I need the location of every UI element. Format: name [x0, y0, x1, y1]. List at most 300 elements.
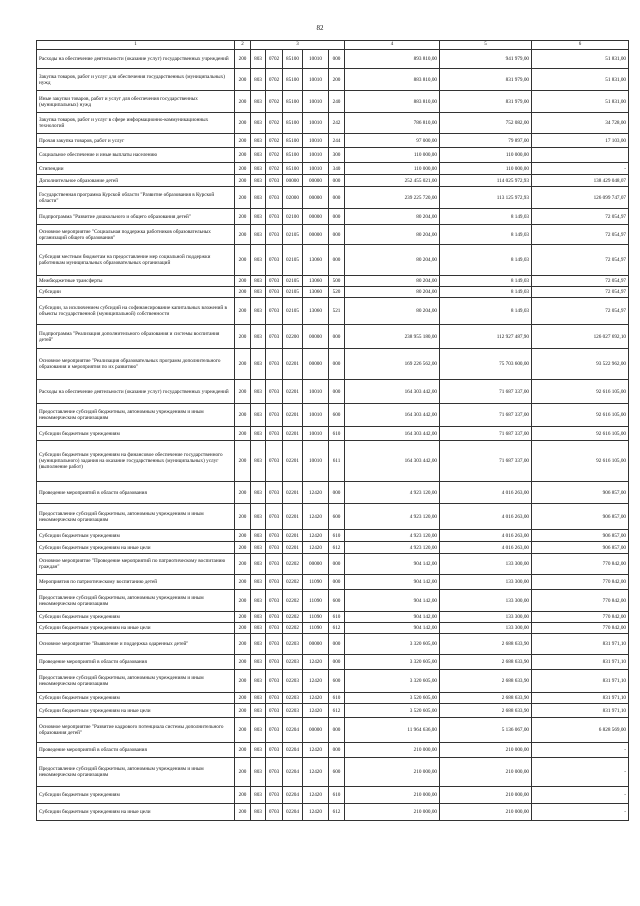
row-name-cell: Основное мероприятие "Развитие кадрового потенциала системы дополнительного образования детей" [37, 718, 235, 743]
row-cell-d: 02100 [283, 209, 303, 225]
row-cell-a: 200 [235, 704, 251, 718]
row-cell-d: 85100 [283, 50, 303, 69]
row-cell-d: 85100 [283, 113, 303, 134]
row-cell-c: 0703 [266, 187, 283, 209]
row-cell-c: 0703 [266, 590, 283, 612]
row-cell-e: 11090 [303, 612, 329, 623]
row-cell-b: 803 [251, 530, 266, 542]
row-cell-v3: 831 971,10 [532, 634, 629, 655]
row-cell-d: 02105 [283, 225, 303, 245]
row-name-cell: Субсидии бюджетным учреждениям [37, 787, 235, 804]
row-cell-c: 0703 [266, 655, 283, 670]
row-cell-b: 803 [251, 670, 266, 693]
row-cell-a: 200 [235, 69, 251, 91]
row-cell-c: 0702 [266, 50, 283, 69]
table-row [37, 69, 629, 91]
row-cell-b: 803 [251, 276, 266, 287]
row-cell-b: 803 [251, 163, 266, 175]
row-cell-v3: 72 054,97 [532, 209, 629, 225]
row-cell-c: 0703 [266, 225, 283, 245]
row-cell-f: 610 [329, 612, 345, 623]
row-cell-f: 000 [329, 245, 345, 276]
row-cell-v2: 210 000,00 [440, 804, 532, 821]
row-name-cell: Субсидии бюджетным учреждениям [37, 427, 235, 441]
row-cell-v2: 133 300,00 [440, 590, 532, 612]
row-cell-a: 200 [235, 530, 251, 542]
row-cell-a: 200 [235, 113, 251, 134]
row-cell-c: 0703 [266, 380, 283, 404]
row-cell-v1: 164 303 442,00 [345, 404, 440, 427]
row-cell-b: 803 [251, 69, 266, 91]
row-name-cell: Подпрограмма "Реализация дополнительного образования и системы воспитания детей" [37, 325, 235, 349]
row-cell-v2: 831 979,00 [440, 69, 532, 91]
row-cell-f: 000 [329, 349, 345, 380]
row-cell-v3: 34 728,00 [532, 113, 629, 134]
row-cell-b: 803 [251, 209, 266, 225]
row-name-cell: Субсидии [37, 287, 235, 298]
row-cell-v1: 80 204,00 [345, 209, 440, 225]
row-cell-e: 12420 [303, 670, 329, 693]
row-cell-b: 803 [251, 225, 266, 245]
row-cell-b: 803 [251, 542, 266, 554]
row-name-cell: Государственная программа Курской области "Развитие образования в Курской области" [37, 187, 235, 209]
row-cell-f: 000 [329, 575, 345, 590]
row-cell-b: 803 [251, 148, 266, 163]
row-cell-v2: 210 000,00 [440, 758, 532, 787]
row-cell-b: 803 [251, 245, 266, 276]
row-name-cell: Субсидии бюджетным учреждениям на иные цели [37, 623, 235, 634]
table-row [37, 612, 629, 623]
row-cell-f: 610 [329, 693, 345, 704]
row-cell-c: 0703 [266, 693, 283, 704]
row-cell-c: 0703 [266, 575, 283, 590]
row-name-cell: Субсидия местным бюджетам на предоставление мер социальной поддержки работникам муниципальных образовательных организаций [37, 245, 235, 276]
table-row [37, 50, 629, 69]
row-cell-f: 000 [329, 634, 345, 655]
table-row [37, 325, 629, 349]
row-cell-a: 200 [235, 50, 251, 69]
row-cell-v1: 252 455 021,00 [345, 175, 440, 187]
row-cell-v2: 133 300,00 [440, 612, 532, 623]
row-cell-f: 521 [329, 298, 345, 325]
row-cell-e: 12420 [303, 504, 329, 530]
row-cell-d: 02200 [283, 325, 303, 349]
row-cell-v2: 71 687 337,00 [440, 380, 532, 404]
row-name-cell: Субсидии бюджетным учреждениям на финансовое обеспечение государственного (муниципального) задания на оказание государственных (муниципальных) услуг (выполнение работ) [37, 441, 235, 482]
row-cell-c: 0703 [266, 743, 283, 758]
row-cell-a: 200 [235, 380, 251, 404]
row-cell-a: 200 [235, 187, 251, 209]
row-cell-v3: 126 099 747,07 [532, 187, 629, 209]
row-cell-e: 11090 [303, 575, 329, 590]
row-cell-d: 85100 [283, 69, 303, 91]
row-cell-c: 0702 [266, 134, 283, 148]
row-cell-a: 200 [235, 325, 251, 349]
row-cell-a: 200 [235, 427, 251, 441]
row-cell-d: 02105 [283, 276, 303, 287]
row-cell-v3: 17 103,00 [532, 134, 629, 148]
table-row [37, 758, 629, 787]
row-cell-a: 200 [235, 349, 251, 380]
row-cell-a: 200 [235, 504, 251, 530]
table-row [37, 623, 629, 634]
row-cell-a: 200 [235, 758, 251, 787]
row-cell-e: 10010 [303, 441, 329, 482]
row-cell-v3: 770 842,00 [532, 612, 629, 623]
table-row [37, 163, 629, 175]
row-cell-f: 340 [329, 163, 345, 175]
row-cell-v2: 831 979,00 [440, 91, 532, 113]
row-cell-v3: 138 429 048,07 [532, 175, 629, 187]
row-cell-e: 10010 [303, 50, 329, 69]
table-row [37, 349, 629, 380]
row-cell-a: 200 [235, 718, 251, 743]
row-cell-v1: 904 142,00 [345, 612, 440, 623]
row-cell-v1: 786 810,00 [345, 113, 440, 134]
table-row [37, 554, 629, 575]
row-cell-v3: 906 857,00 [532, 530, 629, 542]
row-name-cell: Проведение мероприятий в области образования [37, 655, 235, 670]
row-cell-f: 612 [329, 804, 345, 821]
row-name-cell: Закупка товаров, работ и услуг для обеспечения государственных (муниципальных) нужд [37, 69, 235, 91]
row-cell-e: 12420 [303, 530, 329, 542]
row-cell-e: 12420 [303, 787, 329, 804]
row-cell-v1: 3 320 605,00 [345, 655, 440, 670]
table-row [37, 655, 629, 670]
header-cell: 1 [37, 41, 235, 50]
row-cell-a: 200 [235, 804, 251, 821]
row-cell-b: 803 [251, 325, 266, 349]
row-cell-v3: 51 831,00 [532, 50, 629, 69]
row-cell-c: 0702 [266, 91, 283, 113]
row-cell-d: 02204 [283, 804, 303, 821]
row-cell-e: 00000 [303, 187, 329, 209]
row-name-cell: Социальное обеспечение и иные выплаты населению [37, 148, 235, 163]
row-cell-a: 200 [235, 298, 251, 325]
row-cell-e: 12420 [303, 655, 329, 670]
table-row [37, 187, 629, 209]
row-cell-c: 0703 [266, 787, 283, 804]
row-cell-f: 000 [329, 655, 345, 670]
row-cell-d: 02201 [283, 542, 303, 554]
row-name-cell: Прочая закупка товаров, работ и услуг [37, 134, 235, 148]
row-cell-f: 000 [329, 743, 345, 758]
row-cell-a: 200 [235, 590, 251, 612]
table-header [37, 41, 629, 50]
row-cell-d: 02202 [283, 612, 303, 623]
row-cell-b: 803 [251, 349, 266, 380]
row-cell-b: 803 [251, 298, 266, 325]
row-cell-f: 610 [329, 427, 345, 441]
row-cell-c: 0703 [266, 623, 283, 634]
row-cell-v2: 8 149,03 [440, 298, 532, 325]
row-cell-b: 803 [251, 91, 266, 113]
row-cell-v2: 4 016 263,00 [440, 542, 532, 554]
row-cell-c: 0703 [266, 175, 283, 187]
row-cell-v2: 2 688 633,90 [440, 704, 532, 718]
row-cell-e: 11090 [303, 590, 329, 612]
row-name-cell: Проведение мероприятий в области образования [37, 482, 235, 504]
row-name-cell: Субсидии, за исключением субсидий на софинансирование капитальных вложений в объекты государственной (муниципальной) собственности [37, 298, 235, 325]
row-cell-v1: 4 923 120,00 [345, 542, 440, 554]
row-cell-v3: 906 857,00 [532, 542, 629, 554]
row-cell-b: 803 [251, 787, 266, 804]
row-cell-a: 200 [235, 245, 251, 276]
row-cell-b: 803 [251, 743, 266, 758]
row-cell-c: 0703 [266, 634, 283, 655]
row-cell-b: 803 [251, 693, 266, 704]
row-cell-a: 200 [235, 623, 251, 634]
row-cell-f: 000 [329, 50, 345, 69]
row-name-cell: Основное мероприятие "Выявление и поддержка одаренных детей" [37, 634, 235, 655]
row-cell-v2: 8 149,03 [440, 225, 532, 245]
row-cell-c: 0703 [266, 718, 283, 743]
row-cell-v1: 3 320 605,00 [345, 670, 440, 693]
row-name-cell: Подпрограмма "Развитие дошкольного и общего образования детей" [37, 209, 235, 225]
table-row [37, 91, 629, 113]
row-cell-a: 200 [235, 225, 251, 245]
row-cell-v3: 906 857,00 [532, 482, 629, 504]
row-cell-d: 02203 [283, 704, 303, 718]
row-cell-v2: 133 300,00 [440, 554, 532, 575]
row-cell-v2: 941 979,00 [440, 50, 532, 69]
row-cell-e: 00000 [303, 209, 329, 225]
row-cell-v2: 133 300,00 [440, 575, 532, 590]
row-name-cell: Расходы на обеспечение деятельности (оказание услуг) государственных учреждений [37, 50, 235, 69]
row-cell-b: 803 [251, 287, 266, 298]
row-cell-a: 200 [235, 670, 251, 693]
row-cell-v3: - [532, 743, 629, 758]
row-cell-v1: 239 225 720,00 [345, 187, 440, 209]
row-cell-v3: 72 054,97 [532, 276, 629, 287]
header-cell: 4 [345, 41, 440, 50]
row-cell-c: 0703 [266, 612, 283, 623]
row-cell-v3: 93 522 962,00 [532, 349, 629, 380]
row-cell-e: 10010 [303, 380, 329, 404]
row-cell-e: 00000 [303, 225, 329, 245]
row-cell-v1: 80 204,00 [345, 287, 440, 298]
row-cell-v3: 831 971,10 [532, 655, 629, 670]
row-cell-b: 803 [251, 612, 266, 623]
row-cell-a: 200 [235, 542, 251, 554]
row-cell-f: 612 [329, 623, 345, 634]
row-cell-e: 12420 [303, 743, 329, 758]
row-cell-c: 0703 [266, 245, 283, 276]
row-cell-b: 803 [251, 623, 266, 634]
row-cell-b: 803 [251, 380, 266, 404]
row-cell-b: 803 [251, 504, 266, 530]
row-cell-d: 02201 [283, 441, 303, 482]
row-cell-v2: 8 149,03 [440, 276, 532, 287]
row-cell-d: 85100 [283, 148, 303, 163]
row-cell-b: 803 [251, 590, 266, 612]
row-cell-c: 0703 [266, 542, 283, 554]
row-cell-d: 02203 [283, 670, 303, 693]
row-cell-v2: 113 125 972,93 [440, 187, 532, 209]
row-name-cell: Субсидии бюджетным учреждениям на иные цели [37, 804, 235, 821]
table-row [37, 209, 629, 225]
row-cell-b: 803 [251, 187, 266, 209]
row-cell-v1: 4 923 120,00 [345, 530, 440, 542]
row-name-cell: Субсидии бюджетным учреждениям [37, 530, 235, 542]
row-cell-b: 803 [251, 50, 266, 69]
row-cell-f: 000 [329, 325, 345, 349]
row-cell-f: 000 [329, 175, 345, 187]
table-row [37, 704, 629, 718]
row-cell-v3: - [532, 787, 629, 804]
row-cell-e: 13060 [303, 287, 329, 298]
row-cell-e: 13060 [303, 298, 329, 325]
row-cell-e: 12420 [303, 758, 329, 787]
row-cell-d: 00000 [283, 175, 303, 187]
row-cell-v2: 79 897,00 [440, 134, 532, 148]
row-cell-b: 803 [251, 113, 266, 134]
row-cell-e: 10010 [303, 163, 329, 175]
row-cell-v1: 210 000,00 [345, 758, 440, 787]
row-cell-v3 [532, 148, 629, 163]
row-cell-a: 200 [235, 554, 251, 575]
row-cell-c: 0703 [266, 554, 283, 575]
row-cell-d: 02201 [283, 404, 303, 427]
row-name-cell: Субсидии бюджетным учреждениям на иные цели [37, 704, 235, 718]
row-cell-c: 0703 [266, 441, 283, 482]
header-cell: 3 [251, 41, 345, 50]
table-row [37, 787, 629, 804]
table-row [37, 245, 629, 276]
table-row [37, 276, 629, 287]
table-row [37, 380, 629, 404]
row-cell-v1: 169 226 562,00 [345, 349, 440, 380]
row-cell-v1: 3 320 605,00 [345, 634, 440, 655]
row-cell-v2: 4 016 263,00 [440, 530, 532, 542]
table-row [37, 634, 629, 655]
row-cell-f: 500 [329, 276, 345, 287]
row-name-cell: Дополнительное образование детей [37, 175, 235, 187]
table-row [37, 298, 629, 325]
row-cell-d: 02201 [283, 530, 303, 542]
row-cell-c: 0702 [266, 69, 283, 91]
row-name-cell: Предоставление субсидий бюджетным, автономным учреждениям и иным некоммерческим организациям [37, 758, 235, 787]
row-cell-e: 00000 [303, 718, 329, 743]
row-cell-d: 02201 [283, 482, 303, 504]
row-cell-v3: - [532, 758, 629, 787]
row-cell-v1: 883 810,00 [345, 91, 440, 113]
row-cell-e: 12420 [303, 482, 329, 504]
row-cell-v2: 2 688 633,90 [440, 634, 532, 655]
row-name-cell: Предоставление субсидий бюджетным, автономным учреждениям и иным некоммерческим организациям [37, 670, 235, 693]
table-row [37, 542, 629, 554]
row-cell-f: 520 [329, 287, 345, 298]
row-cell-a: 200 [235, 134, 251, 148]
row-cell-v3: 92 616 105,00 [532, 427, 629, 441]
row-cell-v1: 210 000,00 [345, 787, 440, 804]
row-cell-v1: 893 810,00 [345, 50, 440, 69]
row-cell-d: 85100 [283, 134, 303, 148]
row-cell-v2: 71 687 337,00 [440, 427, 532, 441]
row-cell-f: 600 [329, 404, 345, 427]
table-row [37, 441, 629, 482]
row-cell-d: 02105 [283, 298, 303, 325]
table-row [37, 404, 629, 427]
row-cell-v3: 831 971,10 [532, 670, 629, 693]
row-cell-c: 0702 [266, 148, 283, 163]
table-row [37, 693, 629, 704]
row-cell-b: 803 [251, 482, 266, 504]
row-cell-v3: 92 616 105,00 [532, 380, 629, 404]
row-cell-d: 02202 [283, 623, 303, 634]
row-cell-v1: 110 000,00 [345, 148, 440, 163]
row-cell-a: 200 [235, 655, 251, 670]
row-cell-v3: - [532, 804, 629, 821]
row-cell-d: 02204 [283, 718, 303, 743]
row-name-cell: Основное мероприятие "Реализация образовательных программ дополнительного образования и мероприятия по их развитию" [37, 349, 235, 380]
row-cell-v1: 904 142,00 [345, 575, 440, 590]
row-name-cell: Предоставление субсидий бюджетным, автономным учреждениям и иным некоммерческим организациям [37, 590, 235, 612]
row-cell-c: 0703 [266, 704, 283, 718]
row-cell-a: 200 [235, 287, 251, 298]
row-cell-v3: 72 054,97 [532, 245, 629, 276]
row-cell-c: 0703 [266, 504, 283, 530]
row-name-cell: Субсидии бюджетным учреждениям [37, 612, 235, 623]
row-cell-c: 0702 [266, 163, 283, 175]
row-name-cell: Стипендии [37, 163, 235, 175]
row-cell-v2: 2 688 633,90 [440, 670, 532, 693]
row-cell-c: 0703 [266, 209, 283, 225]
row-cell-c: 0703 [266, 276, 283, 287]
row-cell-v1: 904 142,00 [345, 590, 440, 612]
row-cell-b: 803 [251, 804, 266, 821]
row-cell-f: 600 [329, 590, 345, 612]
row-name-cell: Расходы на обеспечение деятельности (оказание услуг) государственных учреждений [37, 380, 235, 404]
row-cell-f: 610 [329, 787, 345, 804]
row-cell-e: 00000 [303, 554, 329, 575]
row-cell-b: 803 [251, 718, 266, 743]
row-cell-f: 200 [329, 69, 345, 91]
row-cell-v2: 8 149,03 [440, 209, 532, 225]
row-cell-v1: 164 303 442,00 [345, 441, 440, 482]
row-cell-f: 000 [329, 187, 345, 209]
row-cell-a: 200 [235, 209, 251, 225]
row-cell-b: 803 [251, 634, 266, 655]
row-cell-v3: 831 971,10 [532, 704, 629, 718]
row-cell-d: 02203 [283, 655, 303, 670]
row-cell-v2: 71 687 337,00 [440, 404, 532, 427]
header-cell: 5 [440, 41, 532, 50]
row-cell-b: 803 [251, 758, 266, 787]
row-cell-a: 200 [235, 787, 251, 804]
row-cell-d: 02203 [283, 693, 303, 704]
row-cell-v3: 906 857,00 [532, 504, 629, 530]
row-cell-a: 200 [235, 276, 251, 287]
row-cell-b: 803 [251, 704, 266, 718]
row-name-cell: Проведение мероприятий в области образования [37, 743, 235, 758]
row-cell-a: 200 [235, 575, 251, 590]
row-cell-b: 803 [251, 134, 266, 148]
row-cell-e: 10010 [303, 148, 329, 163]
table-body [37, 50, 629, 821]
row-name-cell: Основное мероприятие "Социальная поддержка работников образовательных организаций общего образования" [37, 225, 235, 245]
row-cell-v3: 126 027 692,10 [532, 325, 629, 349]
table-row [37, 427, 629, 441]
row-cell-f: 000 [329, 225, 345, 245]
row-cell-f: 610 [329, 530, 345, 542]
row-cell-v1: 80 204,00 [345, 298, 440, 325]
row-cell-c: 0703 [266, 298, 283, 325]
page-number: 82 [316, 24, 324, 32]
row-cell-e: 00000 [303, 325, 329, 349]
row-cell-d: 85100 [283, 91, 303, 113]
row-cell-a: 200 [235, 441, 251, 482]
